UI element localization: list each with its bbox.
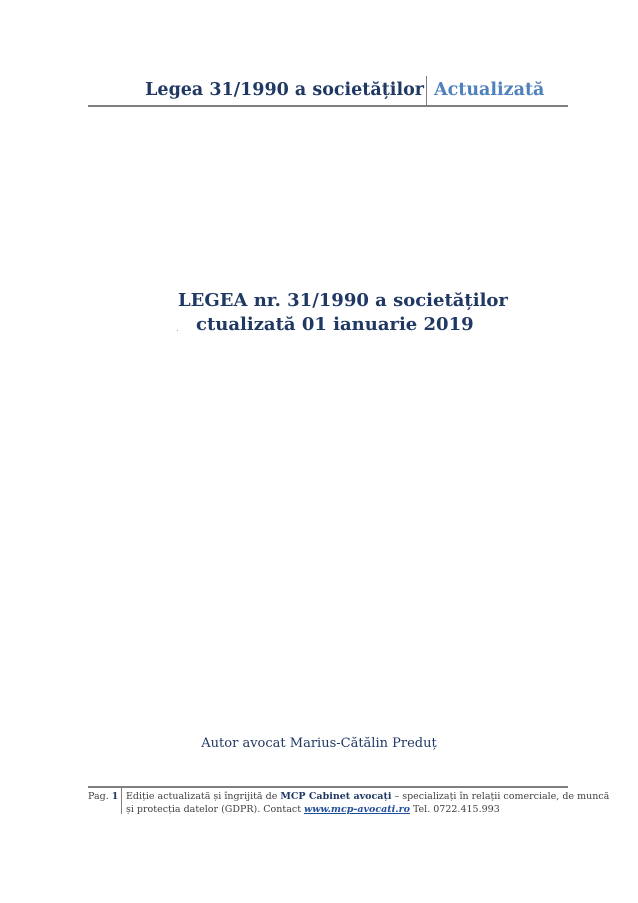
footer-line-1 bbox=[126, 790, 610, 803]
footer-rule bbox=[88, 786, 568, 788]
page-label: Pag. bbox=[88, 791, 109, 802]
header-tag: Actualizată bbox=[434, 80, 545, 100]
header-rule bbox=[88, 105, 568, 107]
author-line: Autor avocat Marius-Cătălin Preduț bbox=[201, 736, 437, 751]
header-divider bbox=[426, 76, 427, 106]
header-title: Legea 31/1990 a societăților bbox=[145, 80, 424, 100]
firm-name: MCP Cabinet avocați bbox=[280, 791, 392, 802]
page-number bbox=[88, 791, 118, 802]
footer-text bbox=[126, 790, 610, 816]
page-number-value: 1 bbox=[111, 791, 119, 802]
footer-line-2-start: și protecția datelor (GDPR). Contact bbox=[126, 804, 305, 815]
footer-line-1-end: – specializați în relații comerciale, de muncă bbox=[391, 791, 610, 802]
page-header bbox=[88, 76, 568, 106]
document-title: LEGEA nr. 31/1990 a societăților bbox=[178, 290, 508, 311]
stray-mark: . bbox=[176, 324, 179, 334]
website-link[interactable]: www.mcp-avocati.ro bbox=[304, 804, 410, 815]
footer-divider bbox=[121, 788, 122, 814]
footer-line-1-start: Ediție actualizată și îngrijită de bbox=[126, 791, 281, 802]
document-subtitle: ctualizată 01 ianuarie 2019 bbox=[196, 314, 474, 335]
footer-phone: Tel. 0722.415.993 bbox=[409, 804, 500, 815]
footer-line-2 bbox=[126, 803, 568, 816]
